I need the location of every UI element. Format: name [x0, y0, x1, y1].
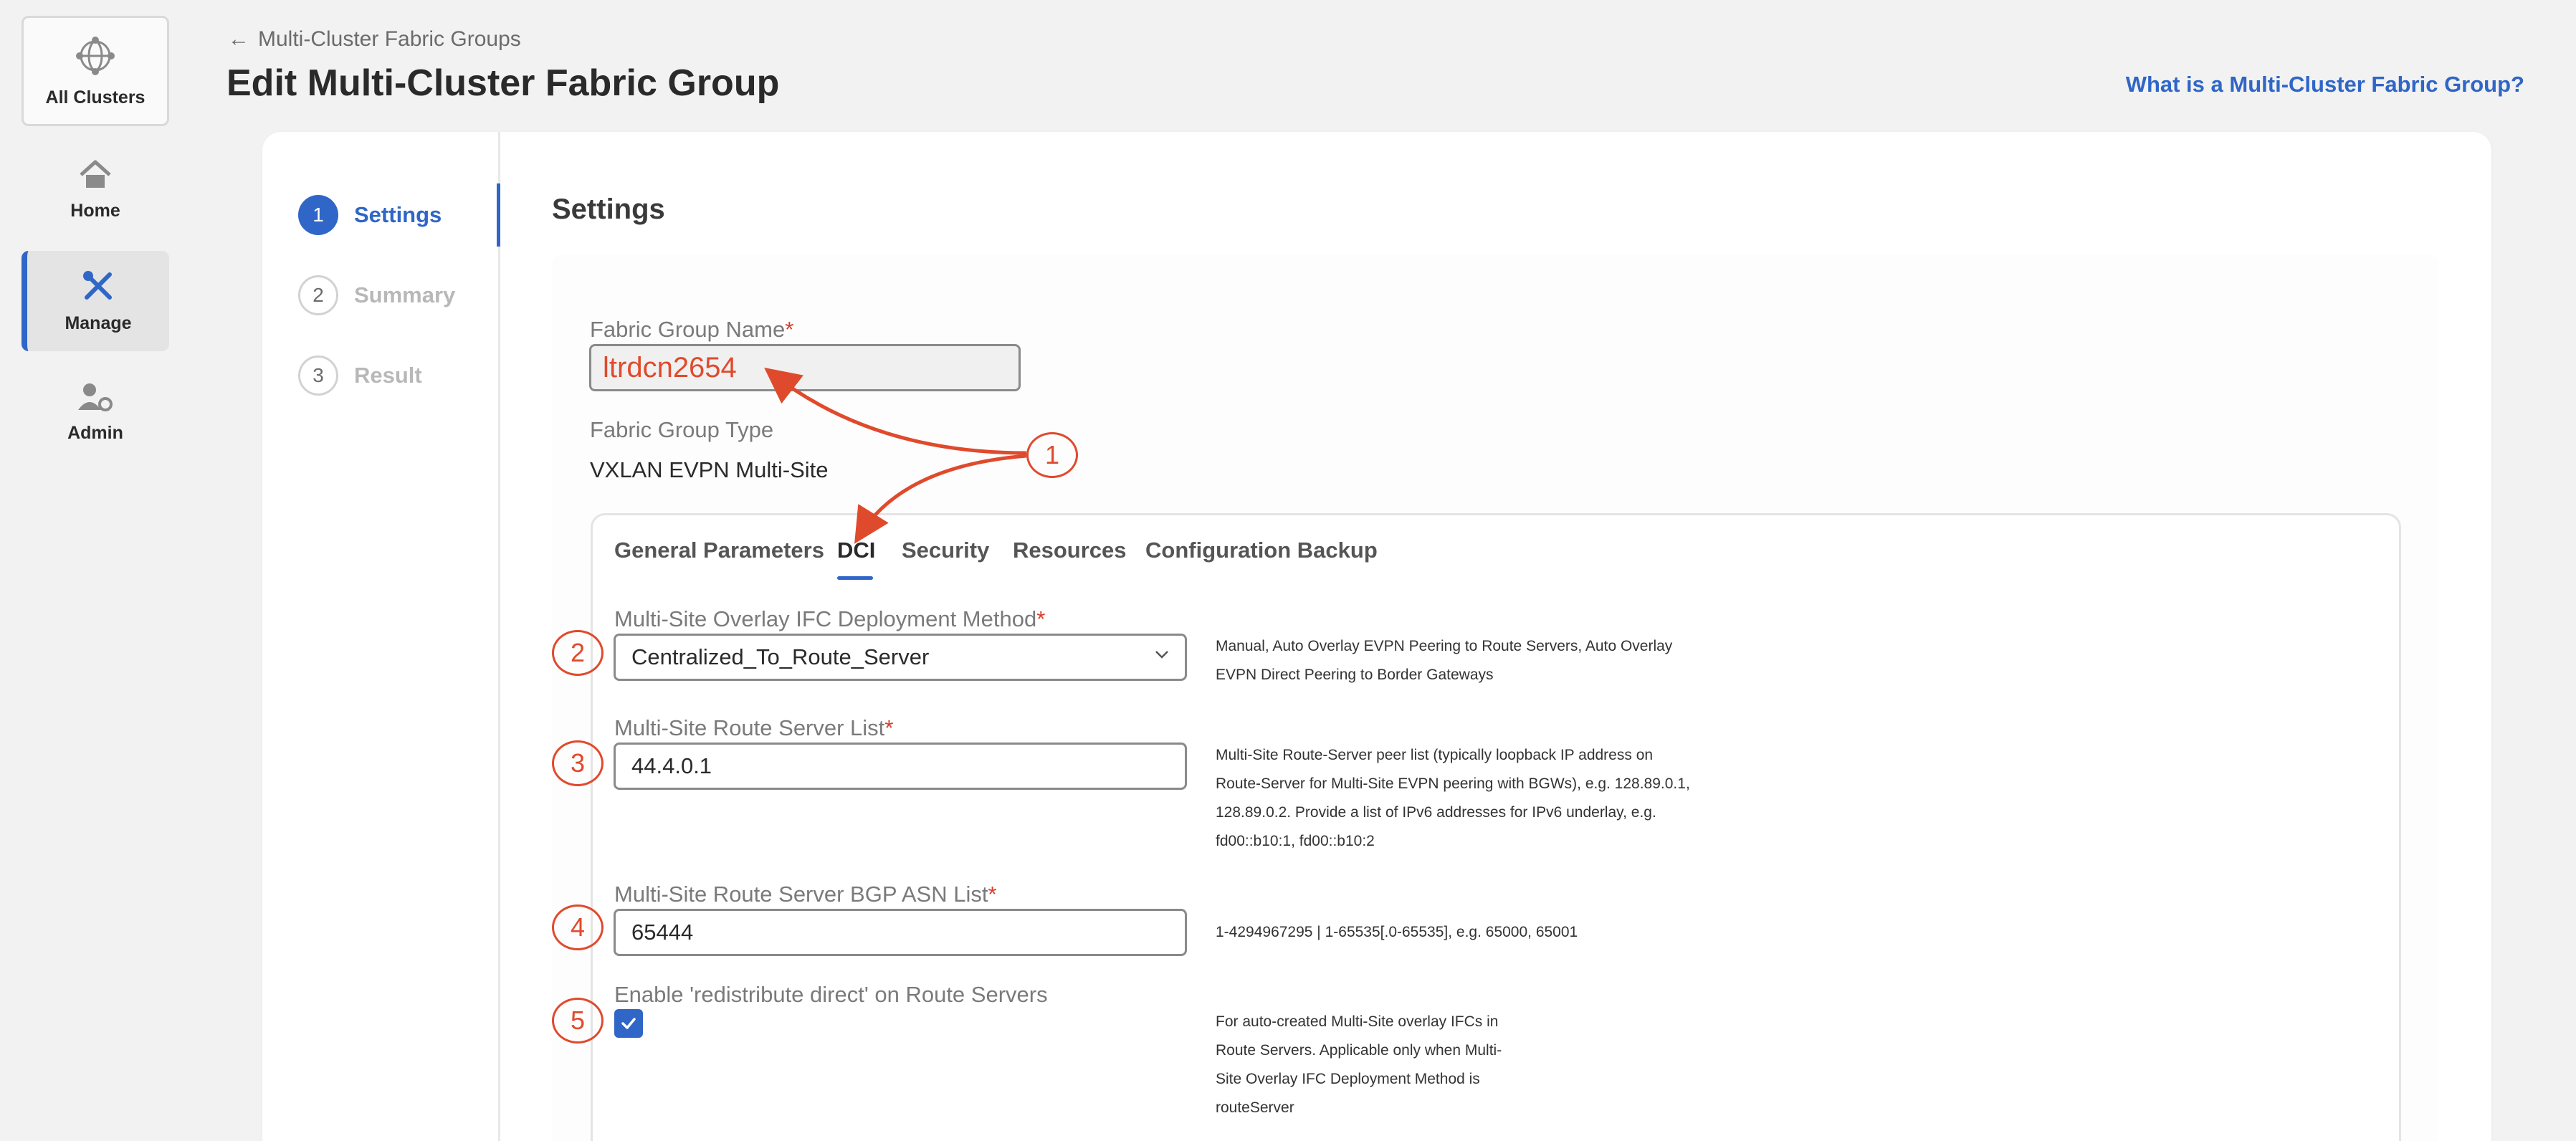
tab-resources[interactable]: Resources	[1013, 538, 1127, 563]
content-title: Settings	[552, 194, 665, 225]
nav-home-label: Home	[70, 200, 120, 221]
fabric-group-name-label: Fabric Group Name*	[590, 317, 794, 342]
nav-manage-label: Manage	[65, 312, 132, 333]
annotation-badge-4: 4	[552, 904, 604, 950]
active-tab-underline	[837, 576, 873, 580]
wizard-steps	[262, 132, 500, 1141]
deploy-method-select[interactable]	[614, 634, 1187, 681]
asn-list-input[interactable]: 65444	[614, 909, 1187, 956]
active-step-indicator	[497, 183, 500, 247]
nav-admin[interactable]	[22, 366, 169, 459]
step-settings[interactable]	[298, 195, 442, 235]
home-icon	[78, 159, 113, 191]
step-label: Result	[354, 363, 422, 388]
tools-icon	[81, 269, 115, 303]
asn-list-help: 1-4294967295 | 1-65535[.0-65535], e.g. 65000, 65001	[1216, 924, 1578, 940]
chevron-down-icon	[1152, 644, 1172, 664]
tab-configuration-backup[interactable]: Configuration Backup	[1145, 538, 1378, 563]
route-server-list-help: Multi-Site Route-Server peer list (typically loopback IP address on Route-Server for Multi-Site EVPN peering with BGWs), e.g. 128.89.0.1, 128.89.0.2. Provide a list of IPv6 addresses for IPv6 underlay, e.g. fd00::b10:1, fd00::b10:2	[1216, 747, 1690, 849]
deploy-method-help: Manual, Auto Overlay EVPN Peering to Route Servers, Auto Overlay EVPN Direct Peering to Border Gateways	[1216, 638, 1673, 683]
route-server-list-label: Multi-Site Route Server List*	[614, 715, 894, 740]
nav-admin-label: Admin	[67, 422, 123, 443]
deploy-method-label: Multi-Site Overlay IFC Deployment Method*	[614, 606, 1046, 631]
step-label: Settings	[354, 202, 442, 227]
admin-icon	[77, 381, 114, 413]
check-icon	[619, 1014, 638, 1033]
fabric-group-name-input[interactable]: ltrdcn2654	[589, 344, 1021, 391]
fabric-group-type-label: Fabric Group Type	[590, 417, 774, 442]
nav-all-clusters[interactable]	[22, 16, 169, 126]
step-summary[interactable]	[298, 275, 455, 315]
clusters-icon	[74, 34, 117, 77]
annotation-badge-2: 2	[552, 630, 604, 676]
fabric-group-type-value: VXLAN EVPN Multi-Site	[590, 457, 829, 482]
step-label: Summary	[354, 282, 456, 307]
back-link[interactable]	[228, 27, 521, 52]
tab-security[interactable]: Security	[902, 538, 990, 563]
route-server-list-input[interactable]: 44.4.0.1	[614, 743, 1187, 790]
help-link[interactable]: What is a Multi-Cluster Fabric Group?	[2125, 72, 2524, 97]
step-result[interactable]	[298, 355, 422, 396]
back-link-label: Multi-Cluster Fabric Groups	[258, 27, 521, 51]
step-number: 1	[298, 195, 338, 235]
redistribute-direct-checkbox[interactable]	[614, 1009, 643, 1038]
step-number: 3	[298, 355, 338, 396]
asn-list-label: Multi-Site Route Server BGP ASN List*	[614, 882, 997, 907]
redistribute-direct-help: For auto-created Multi-Site overlay IFCs in Route Servers. Applicable only when Multi- Site Overlay IFC Deployment Method is routeServer	[1216, 1013, 1502, 1116]
tab-dci[interactable]: DCI	[837, 538, 876, 563]
annotation-badge-3: 3	[552, 740, 604, 786]
annotation-badge-5: 5	[552, 998, 604, 1044]
annotation-badge-1: 1	[1026, 432, 1078, 478]
deploy-method-value: Centralized_To_Route_Server	[631, 644, 930, 669]
arrow-left-icon: ←	[228, 27, 249, 51]
step-number: 2	[298, 275, 338, 315]
page-title: Edit Multi-Cluster Fabric Group	[226, 62, 780, 104]
redistribute-direct-label: Enable 'redistribute direct' on Route Servers	[614, 982, 1048, 1007]
nav-home[interactable]	[22, 143, 169, 237]
tab-general-parameters[interactable]: General Parameters	[614, 538, 824, 563]
nav-manage[interactable]	[22, 251, 169, 351]
nav-all-clusters-label: All Clusters	[45, 87, 146, 108]
